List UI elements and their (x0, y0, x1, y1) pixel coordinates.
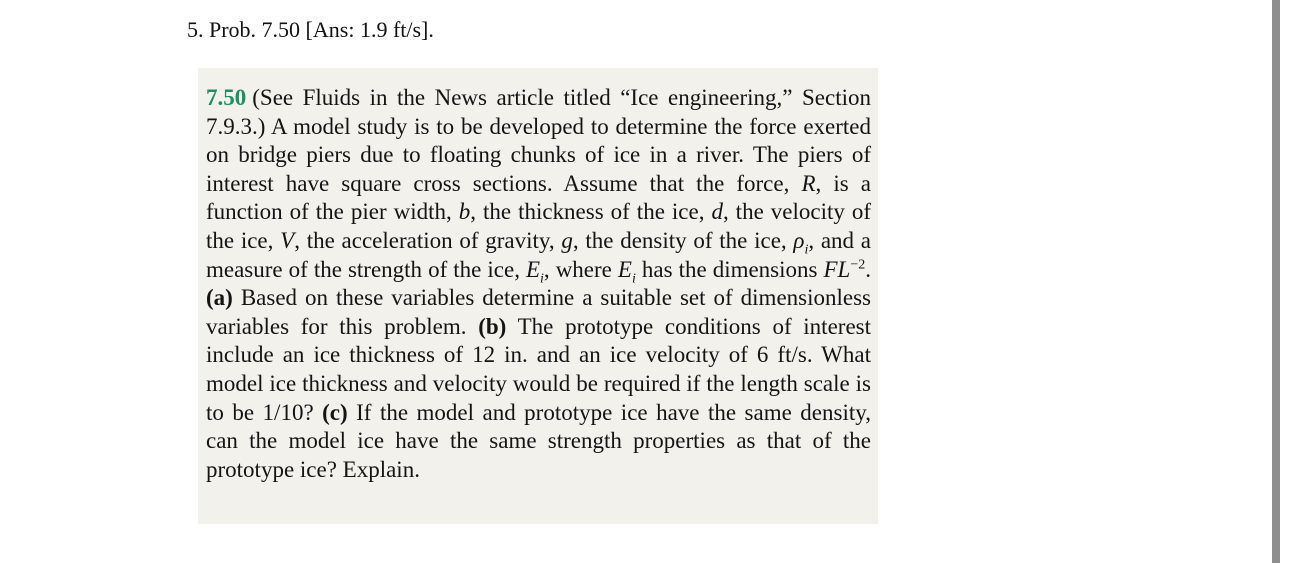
scrollbar[interactable] (1272, 0, 1280, 563)
dimension-FL: FL (823, 256, 851, 282)
problem-number: 7.50 (206, 85, 247, 110)
variable-R: R (801, 170, 816, 196)
part-a-label: (a) (206, 285, 233, 311)
variable-rho: ρ (793, 227, 805, 253)
variable-V: V (280, 227, 295, 253)
part-c-label: (c) (322, 399, 348, 425)
problem-text: 7.50 (See Fluids in the News article titled “Ice engineering,” Section 7.9.3.) A model study is to be developed to determine the force exerted on bridge piers due to floating chunks of ice in a river. The piers of interest have square cross sections. Assume that the force, R, is a function of the pier width, b, the thickness of the ice, d, the velocity of the ice, V, the acceleration of gravity, g, the density of the ice, $\rho_i$, and a measure of the strength of the ice, $E_i$, where $E_i$ has the dimensions $FL^{-2}$. (a) Based on these variables determine a suitable set of dimensionless variables for this problem. (b) The prototype conditions of interest include an ice thickness of 12 in. and an ice velocity of 6 ft/s. What model ice thickness and velocity would be required if the length scale is to be 1/10? (c) If the model and prototype ice have the same density, can the model ice have the same strength properties as that of the prototype ice? Explain. (206, 85, 872, 482)
variable-d: d (711, 199, 723, 225)
variable-E: E (617, 256, 632, 282)
part-b-label: (b) (478, 313, 507, 339)
part-b-text: The prototype conditions of interest include an ice thickness of 12 in. and an ice velocity of 6 ft/s. What model ice thickness and velocity would be required if the length scale is to be 1/10? (206, 313, 871, 425)
textbook-excerpt (198, 68, 878, 524)
problem-heading: 5. Prob. 7.50 [Ans: 1.9 ft/s]. (187, 17, 434, 42)
variable-E: E (525, 256, 541, 282)
part-a-text: Based on these variables determine a suitable set of dimensionless variables for this problem. (206, 285, 871, 339)
part-c-text: If the model and prototype ice have the same density, can the model ice have the same strength properties as that of the prototype ice? Explain. (206, 399, 871, 482)
variable-b: b (458, 199, 471, 225)
variable-g: g (561, 227, 573, 253)
